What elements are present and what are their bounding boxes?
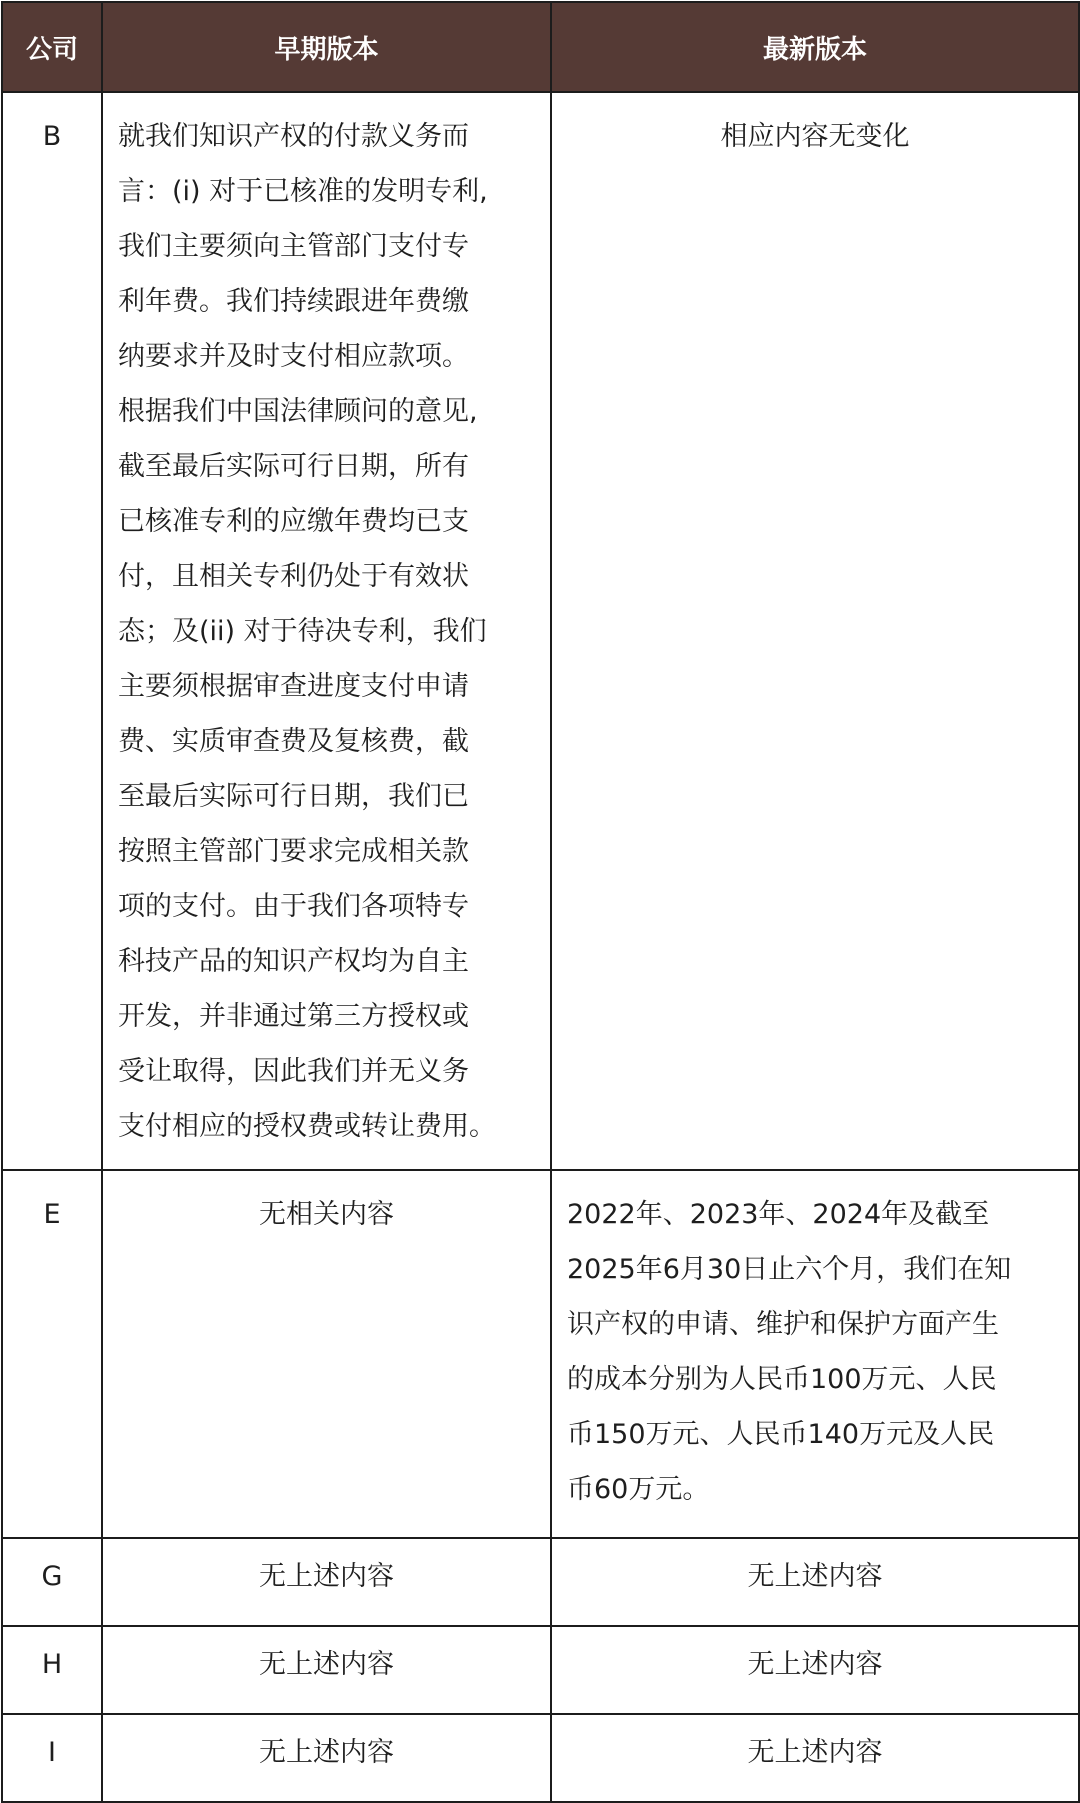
text-line: 识产权的申请、维护和保护方面产生 xyxy=(567,1309,999,1340)
text-line: 我们主要须向主管部门支付专 xyxy=(118,231,469,262)
text-line: 付，且相关专利仍处于有效状 xyxy=(118,561,469,592)
table-row xyxy=(2,1626,1079,1714)
company-cell: B xyxy=(2,92,102,1170)
company-cell: I xyxy=(2,1714,102,1802)
text-line: 至最后实际可行日期，我们已 xyxy=(118,781,469,812)
text-line: 支付相应的授权费或转让费用。 xyxy=(118,1111,496,1142)
comparison-table xyxy=(1,1,1080,1803)
company-cell: H xyxy=(2,1626,102,1714)
text-line: 币150万元、人民币140万元及人民 xyxy=(567,1419,995,1450)
latest-version-cell: 无上述内容 xyxy=(551,1714,1079,1802)
early-version-cell: 无上述内容 xyxy=(102,1538,551,1626)
text-line: 主要须根据审查进度支付申请 xyxy=(118,671,469,702)
header-company: 公司 xyxy=(2,2,102,92)
table-row xyxy=(2,1714,1079,1802)
early-version-cell: 无上述内容 xyxy=(102,1626,551,1714)
table-header-row xyxy=(2,2,1079,92)
table-row xyxy=(2,1170,1079,1538)
text-line: 态；及(ii) 对于待决专利，我们 xyxy=(118,616,487,647)
text-line: 纳要求并及时支付相应款项。 xyxy=(118,341,469,372)
text-line: 2022年、2023年、2024年及截至 xyxy=(567,1199,990,1230)
table-row xyxy=(2,92,1079,1170)
early-version-cell xyxy=(102,92,551,1170)
text-line: 科技产品的知识产权均为自主 xyxy=(118,946,469,977)
early-version-cell: 无相关内容 xyxy=(102,1170,551,1538)
text-line: 开发，并非通过第三方授权或 xyxy=(118,1001,469,1032)
text-line: 2025年6月30日止六个月，我们在知 xyxy=(567,1254,1012,1285)
text-line: 截至最后实际可行日期，所有 xyxy=(118,451,469,482)
text-line: 受让取得，因此我们并无义务 xyxy=(118,1056,469,1087)
text-line: 的成本分别为人民币100万元、人民 xyxy=(567,1364,997,1395)
header-early-version: 早期版本 xyxy=(102,2,551,92)
latest-version-cell: 无上述内容 xyxy=(551,1626,1079,1714)
latest-version-cell: 相应内容无变化 xyxy=(551,92,1079,1170)
text-line: 利年费。我们持续跟进年费缴 xyxy=(118,286,469,317)
text-line: 就我们知识产权的付款义务而 xyxy=(118,121,469,152)
text-line: 根据我们中国法律顾问的意见, xyxy=(118,396,478,427)
text-line: 费、实质审查费及复核费，截 xyxy=(118,726,469,757)
company-cell: E xyxy=(2,1170,102,1538)
text-line: 已核准专利的应缴年费均已支 xyxy=(118,506,469,537)
latest-version-cell: 无上述内容 xyxy=(551,1538,1079,1626)
text-line: 言：(i) 对于已核准的发明专利, xyxy=(118,176,488,207)
text-line: 按照主管部门要求完成相关款 xyxy=(118,836,469,867)
early-version-cell: 无上述内容 xyxy=(102,1714,551,1802)
table-row xyxy=(2,1538,1079,1626)
header-latest-version: 最新版本 xyxy=(551,2,1079,92)
company-cell: G xyxy=(2,1538,102,1626)
text-line: 项的支付。由于我们各项特专 xyxy=(118,891,469,922)
latest-version-cell xyxy=(551,1170,1079,1538)
text-line: 币60万元。 xyxy=(567,1474,710,1505)
